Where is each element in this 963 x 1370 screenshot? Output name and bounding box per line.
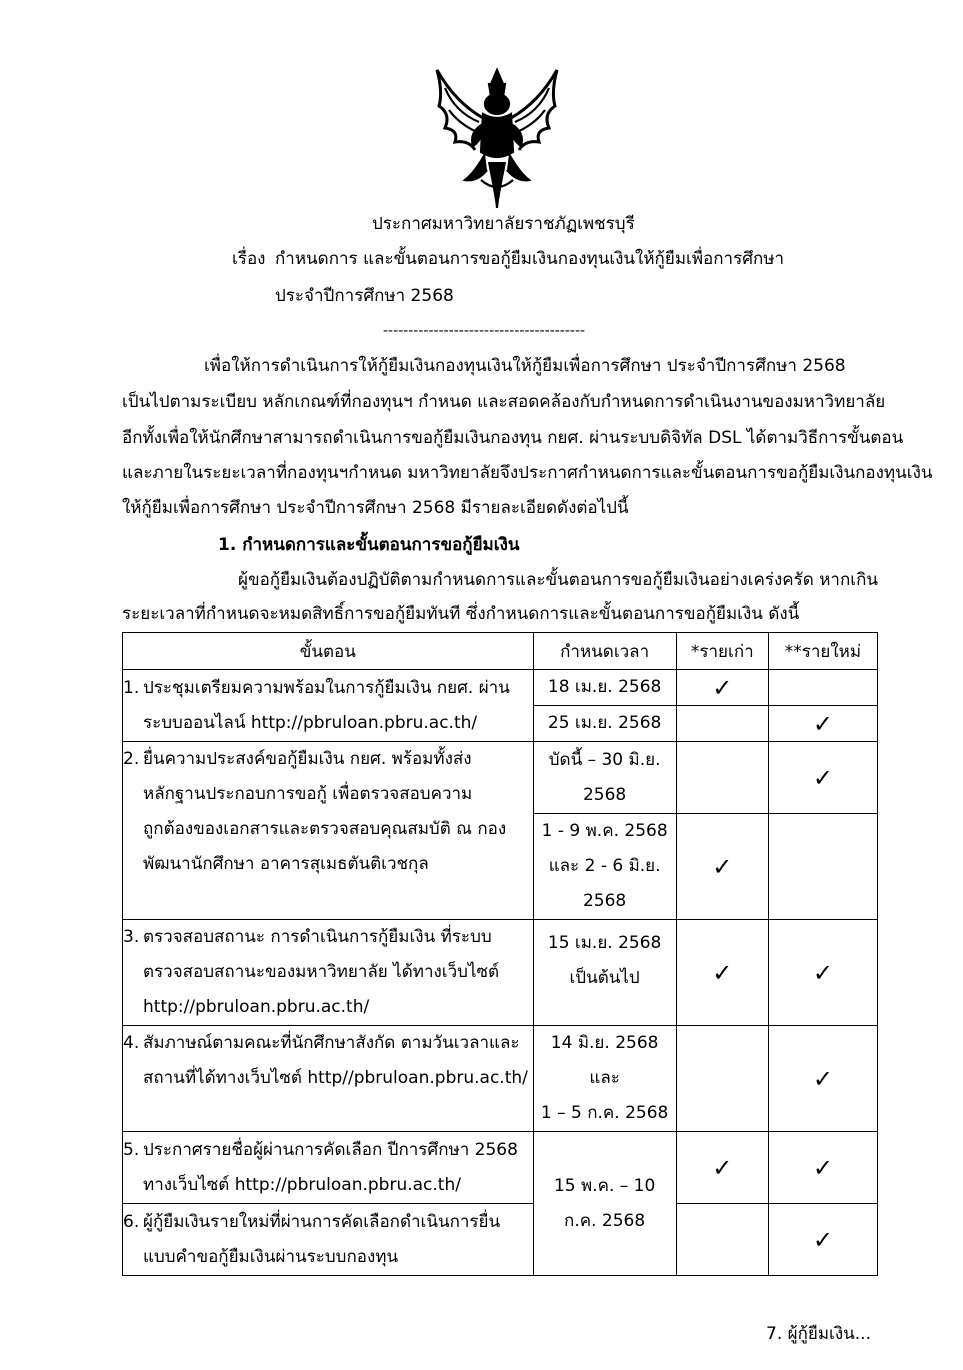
- step-2-time-b: 1 - 9 พ.ค. 2568 และ 2 - 6 มิ.ย. 2568: [533, 814, 676, 920]
- garuda-emblem: [425, 62, 570, 210]
- check-icon: ✓: [768, 1026, 877, 1132]
- step-4-text: 4. สัมภาษณ์ตามคณะที่นักศึกษาสังกัด ตามวันเวลาและ สถานที่ได้ทางเว็บไซต์ http//pbruloan.pbru.ac.th/: [123, 1026, 534, 1132]
- step-1-time-b: 25 เม.ย. 2568: [533, 706, 676, 742]
- step-3-time: 15 เม.ย. 2568 เป็นต้นไป: [533, 920, 676, 1026]
- step-4-time: 14 มิ.ย. 2568 และ 1 – 5 ก.ค. 2568: [533, 1026, 676, 1132]
- table-row: [123, 1132, 878, 1204]
- check-icon: ✓: [768, 1204, 877, 1276]
- step-5-6-time: 15 พ.ค. – 10 ก.ค. 2568: [533, 1132, 676, 1276]
- section-1-heading: 1. กำหนดการและขั้นตอนการขอกู้ยืมเงิน: [218, 535, 520, 555]
- intro-line-2: เป็นไปตามระเบียบ หลักเกณฑ์ที่กองทุนฯ กำหนด และสอดคล้องกับกำหนดการดำเนินงานของมหาวิทยาลัย: [122, 392, 886, 412]
- page-continuation: 7. ผู้กู้ยืมเงิน...: [766, 1324, 871, 1344]
- table-header-row: [123, 633, 878, 670]
- header-new-borrower: **รายใหม่: [768, 633, 877, 670]
- intro-line-4: และภายในระยะเวลาที่กองทุนฯกำหนด มหาวิทยาลัยจึงประกาศกำหนดการและขั้นตอนการขอกู้ยืมเงินกองทุนเงิน: [122, 463, 933, 483]
- check-icon: ✓: [768, 742, 877, 814]
- intro-line-5: ให้กู้ยืมเพื่อการศึกษา ประจำปีการศึกษา 2568 มีรายละเอียดดังต่อไปนี้: [122, 498, 629, 518]
- table-row: [123, 742, 878, 814]
- separator: ----------------------------------------: [383, 323, 586, 339]
- header-step: ขั้นตอน: [123, 633, 534, 670]
- step-2-text: 2. ยื่นความประสงค์ขอกู้ยืมเงิน กยศ. พร้อมทั้งส่ง หลักฐานประกอบการขอกู้ เพื่อตรวจสอบความ ถูกต้องของเอกสารและตรวจสอบคุณสมบัติ ณ กอง พัฒนานักศึกษา อาคารสุเมธตันติเวชกุล: [123, 742, 534, 920]
- step-1-time-a: 18 เม.ย. 2568: [533, 670, 676, 706]
- check-icon: ✓: [676, 670, 768, 706]
- table-row: [123, 670, 878, 706]
- step-3-text: 3. ตรวจสอบสถานะ การดำเนินการกู้ยืมเงิน ที่ระบบ ตรวจสอบสถานะของมหาวิทยาลัย ได้ทางเว็บไซต์ http://pbruloan.pbru.ac.th/: [123, 920, 534, 1026]
- check-icon: ✓: [676, 920, 768, 1026]
- check-icon: ✓: [676, 1132, 768, 1204]
- step-5-text: 5. ประกาศรายชื่อผู้ผ่านการคัดเลือก ปีการศึกษา 2568 ทางเว็บไซต์ http://pbruloan.pbru.ac.th/: [123, 1132, 534, 1204]
- intro-line-3: อีกทั้งเพื่อให้นักศึกษาสามารถดำเนินการขอกู้ยืมเงินกองทุน กยศ. ผ่านระบบดิจิทัล DSL ได้ตามวิธีการขั้นตอน: [122, 428, 904, 448]
- table-row: [123, 1026, 878, 1132]
- section-1-para-line-1: ผู้ขอกู้ยืมเงินต้องปฏิบัติตามกำหนดการและขั้นตอนการขอกู้ยืมเงินอย่างเคร่งครัด หากเกิน: [238, 570, 878, 590]
- intro-line-1: เพื่อให้การดำเนินการให้กู้ยืมเงินกองทุนเงินให้กู้ยืมเพื่อการศึกษา ประจำปีการศึกษา 2568: [204, 356, 846, 376]
- section-1-para-line-2: ระยะเวลาที่กำหนดจะหมดสิทธิ์การขอกู้ยืมทันที ซึ่งกำหนดการและขั้นตอนการขอกู้ยืมเงิน ดังนี้: [122, 604, 800, 624]
- check-icon: ✓: [676, 814, 768, 920]
- step-2-time-a: บัดนี้ – 30 มิ.ย. 2568: [533, 742, 676, 814]
- table-row: [123, 920, 878, 1026]
- announcement-title: ประกาศมหาวิทยาลัยราชภัฏเพชรบุรี: [372, 214, 635, 234]
- check-icon: ✓: [768, 920, 877, 1026]
- header-old-borrower: *รายเก่า: [676, 633, 768, 670]
- table-row: [123, 1204, 878, 1276]
- check-icon: ✓: [768, 706, 877, 742]
- schedule-table: [122, 632, 878, 1276]
- step-1-text: 1. ประชุมเตรียมความพร้อมในการกู้ยืมเงิน กยศ. ผ่าน ระบบออนไลน์ http://pbruloan.pbru.ac.th/: [123, 670, 534, 742]
- subject-label: เรื่อง: [232, 249, 266, 269]
- check-icon: ✓: [768, 1132, 877, 1204]
- header-time: กำหนดเวลา: [533, 633, 676, 670]
- subject-line-2: ประจำปีการศึกษา 2568: [275, 286, 454, 306]
- step-6-text: 6. ผู้กู้ยืมเงินรายใหม่ที่ผ่านการคัดเลือกดำเนินการยื่น แบบคำขอกู้ยืมเงินผ่านระบบกองทุน: [123, 1204, 534, 1276]
- subject-line-1: กำหนดการ และขั้นตอนการขอกู้ยืมเงินกองทุนเงินให้กู้ยืมเพื่อการศึกษา: [275, 249, 785, 269]
